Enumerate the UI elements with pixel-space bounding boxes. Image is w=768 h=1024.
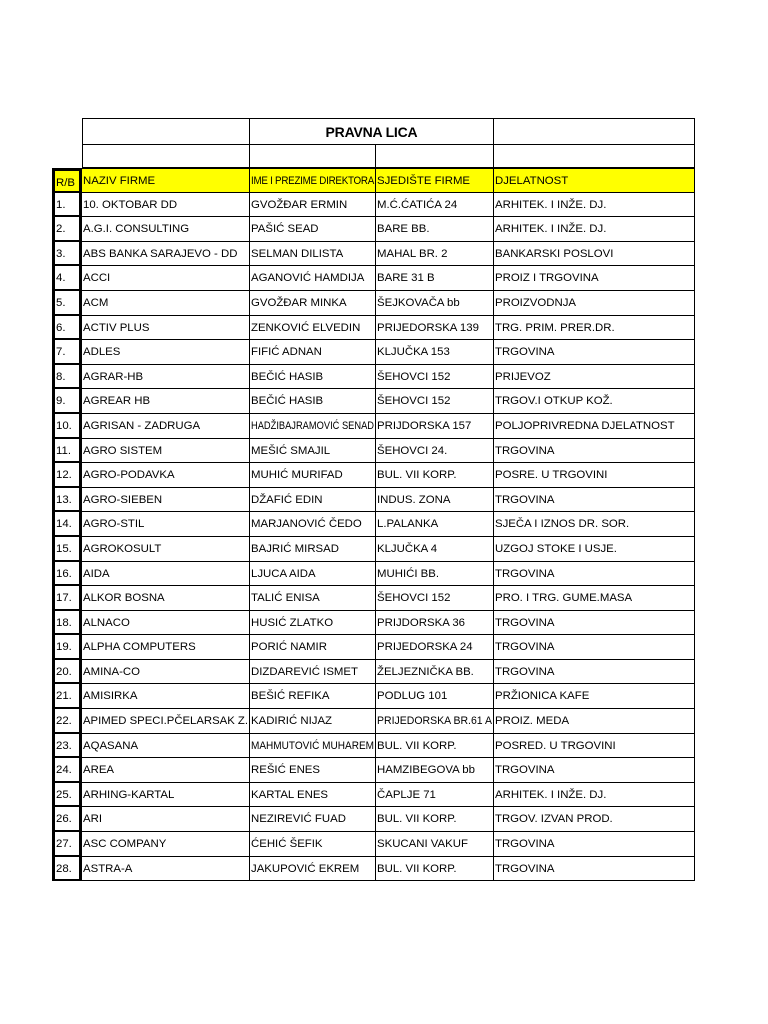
table-row: [52, 537, 695, 562]
director-cell[interactable]: DIZDAREVIĆ ISMET: [250, 660, 376, 685]
rb-cell[interactable]: 19.: [52, 635, 82, 660]
rb-cell[interactable]: 28.: [52, 857, 82, 882]
table-row: [52, 414, 695, 439]
firm-name-cell[interactable]: AGRO SISTEM: [82, 439, 250, 464]
director-cell[interactable]: NEZIREVIĆ FUAD: [250, 807, 376, 832]
header-row: [52, 168, 695, 193]
firm-name-cell[interactable]: ARI: [82, 807, 250, 832]
director-cell[interactable]: DŽAFIĆ EDIN: [250, 488, 376, 513]
firm-name-cell[interactable]: AMISIRKA: [82, 684, 250, 709]
table-row: [52, 684, 695, 709]
table-row: [52, 488, 695, 513]
table-row: [52, 758, 695, 783]
seat-cell[interactable]: BARE 31 B: [376, 266, 494, 291]
director-cell[interactable]: MUHIĆ MURIFAD: [250, 463, 376, 488]
activity-cell[interactable]: POSRE. U TRGOVINI: [494, 463, 695, 488]
activity-cell[interactable]: TRGOVINA: [494, 758, 695, 783]
table-row: [52, 660, 695, 685]
firm-name-cell[interactable]: AGRO-STIL: [82, 512, 250, 537]
seat-cell[interactable]: M.Ć.ĆATIĆA 24: [376, 193, 494, 218]
table-row: [52, 439, 695, 464]
table-row: [52, 635, 695, 660]
director-cell[interactable]: BEČIĆ HASIB: [250, 389, 376, 414]
rb-cell[interactable]: 7.: [52, 340, 82, 365]
activity-cell[interactable]: TRGOV. IZVAN PROD.: [494, 807, 695, 832]
rb-cell[interactable]: 1.: [52, 193, 82, 218]
table-row: [52, 586, 695, 611]
firm-name-cell[interactable]: 10. OKTOBAR DD: [82, 193, 250, 218]
activity-cell[interactable]: PROIZ. MEDA: [494, 709, 695, 734]
rb-cell[interactable]: 5.: [52, 291, 82, 316]
seat-cell[interactable]: BUL. VII KORP.: [376, 463, 494, 488]
activity-cell[interactable]: TRG. PRIM. PRER.DR.: [494, 316, 695, 341]
empty-cell[interactable]: [250, 145, 376, 168]
activity-cell[interactable]: TRGOVINA: [494, 439, 695, 464]
seat-cell[interactable]: MUHIĆI BB.: [376, 562, 494, 587]
spreadsheet: [52, 118, 695, 881]
table-row: [52, 512, 695, 537]
firm-name-cell[interactable]: ALPHA COMPUTERS: [82, 635, 250, 660]
seat-cell[interactable]: BUL. VII KORP.: [376, 857, 494, 882]
empty-cell[interactable]: [494, 145, 695, 168]
seat-cell[interactable]: INDUS. ZONA: [376, 488, 494, 513]
activity-cell[interactable]: TRGOVINA: [494, 635, 695, 660]
activity-cell[interactable]: TRGOVINA: [494, 660, 695, 685]
rb-cell[interactable]: 14.: [52, 512, 82, 537]
activity-cell[interactable]: TRGOVINA: [494, 611, 695, 636]
firm-name-cell[interactable]: ACTIV PLUS: [82, 316, 250, 341]
rb-cell[interactable]: 10.: [52, 414, 82, 439]
rb-cell[interactable]: 18.: [52, 611, 82, 636]
firm-name-cell[interactable]: AGRO-PODAVKA: [82, 463, 250, 488]
seat-cell[interactable]: MAHAL BR. 2: [376, 242, 494, 267]
table-row: [52, 193, 695, 218]
activity-cell[interactable]: SJEČA I IZNOS DR. SOR.: [494, 512, 695, 537]
director-cell[interactable]: LJUCA AIDA: [250, 562, 376, 587]
rb-cell[interactable]: 27.: [52, 832, 82, 857]
director-cell[interactable]: SELMAN DILISTA: [250, 242, 376, 267]
firm-name-cell[interactable]: ASC COMPANY: [82, 832, 250, 857]
header-cell-djelatnost[interactable]: DJELATNOST: [494, 168, 695, 193]
empty-cell[interactable]: [82, 118, 250, 145]
activity-cell[interactable]: POSRED. U TRGOVINI: [494, 734, 695, 759]
director-cell[interactable]: BEŠIĆ REFIKA: [250, 684, 376, 709]
director-cell[interactable]: AGANOVIĆ HAMDIJA: [250, 266, 376, 291]
header-cell-sjediste[interactable]: SJEDIŠTE FIRME: [376, 168, 494, 193]
table-row: [52, 611, 695, 636]
table-row: [52, 316, 695, 341]
rb-cell[interactable]: 25.: [52, 783, 82, 808]
seat-cell[interactable]: ŠEJKOVAČA bb: [376, 291, 494, 316]
firm-name-cell[interactable]: AREA: [82, 758, 250, 783]
seat-cell[interactable]: ŠEHOVCI 152: [376, 365, 494, 390]
seat-cell[interactable]: KLJUČKA 153: [376, 340, 494, 365]
table-row: [52, 562, 695, 587]
director-cell[interactable]: HADŽIBAJRAMOVIĆ SENAD: [250, 414, 376, 439]
activity-cell[interactable]: PROIZ I TRGOVINA: [494, 266, 695, 291]
activity-cell[interactable]: TRGOVINA: [494, 857, 695, 882]
rb-cell[interactable]: 3.: [52, 242, 82, 267]
director-cell[interactable]: HUSIĆ ZLATKO: [250, 611, 376, 636]
director-cell[interactable]: KADIRIĆ NIJAZ: [250, 709, 376, 734]
empty-cell[interactable]: [376, 145, 494, 168]
blank-row: [52, 145, 695, 168]
seat-cell[interactable]: ŠEHOVCI 152: [376, 389, 494, 414]
activity-cell[interactable]: POLJOPRIVREDNA DJELATNOST: [494, 414, 695, 439]
rb-cell[interactable]: 16.: [52, 562, 82, 587]
firm-name-cell[interactable]: ACM: [82, 291, 250, 316]
firm-name-cell[interactable]: ALKOR BOSNA: [82, 586, 250, 611]
table-row: [52, 857, 695, 882]
table-row: [52, 266, 695, 291]
rb-cell[interactable]: 23.: [52, 734, 82, 759]
firm-name-cell[interactable]: AIDA: [82, 562, 250, 587]
seat-cell[interactable]: BUL. VII KORP.: [376, 734, 494, 759]
firm-name-cell[interactable]: ACCI: [82, 266, 250, 291]
rb-cell[interactable]: 20.: [52, 660, 82, 685]
firm-name-cell[interactable]: ABS BANKA SARAJEVO - DD: [82, 242, 250, 267]
firm-name-cell[interactable]: AMINA-CO: [82, 660, 250, 685]
rb-cell[interactable]: 13.: [52, 488, 82, 513]
activity-cell[interactable]: ARHITEK. I INŽE. DJ.: [494, 783, 695, 808]
firm-name-cell[interactable]: A.G.I. CONSULTING: [82, 217, 250, 242]
director-cell[interactable]: BAJRIĆ MIRSAD: [250, 537, 376, 562]
director-cell[interactable]: GVOŽĐAR ERMIN: [250, 193, 376, 218]
seat-cell[interactable]: PRIJEDORSKA BR.61 A: [376, 709, 494, 734]
rb-cell[interactable]: 9.: [52, 389, 82, 414]
rb-cell[interactable]: 22.: [52, 709, 82, 734]
empty-cell: [52, 118, 82, 145]
rb-cell[interactable]: 4.: [52, 266, 82, 291]
empty-cell[interactable]: [494, 118, 695, 145]
activity-cell[interactable]: TRGOVINA: [494, 340, 695, 365]
seat-cell[interactable]: PRIJEDORSKA 24: [376, 635, 494, 660]
rb-cell[interactable]: 24.: [52, 758, 82, 783]
rb-cell[interactable]: 15.: [52, 537, 82, 562]
firm-name-cell[interactable]: AGRISAN - ZADRUGA: [82, 414, 250, 439]
seat-cell[interactable]: PRIJDORSKA 36: [376, 611, 494, 636]
director-cell[interactable]: REŠIĆ ENES: [250, 758, 376, 783]
table-row: [52, 463, 695, 488]
firm-name-cell[interactable]: ASTRA-A: [82, 857, 250, 882]
table-row: [52, 709, 695, 734]
table-body: [52, 193, 695, 882]
firm-name-cell[interactable]: AGROKOSULT: [82, 537, 250, 562]
firm-name-cell[interactable]: AGRAR-HB: [82, 365, 250, 390]
rb-cell[interactable]: 6.: [52, 316, 82, 341]
table-row: [52, 783, 695, 808]
activity-cell[interactable]: TRGOVINA: [494, 562, 695, 587]
table-row: [52, 291, 695, 316]
activity-cell[interactable]: PRO. I TRG. GUME.MASA: [494, 586, 695, 611]
rb-cell[interactable]: 11.: [52, 439, 82, 464]
activity-cell[interactable]: TRGOVINA: [494, 832, 695, 857]
seat-cell[interactable]: HAMZIBEGOVA bb: [376, 758, 494, 783]
rb-cell[interactable]: 17.: [52, 586, 82, 611]
seat-cell[interactable]: PRIJDORSKA 157: [376, 414, 494, 439]
table-row: [52, 365, 695, 390]
seat-cell[interactable]: SKUCANI VAKUF: [376, 832, 494, 857]
seat-cell[interactable]: ŠEHOVCI 24.: [376, 439, 494, 464]
table-row: [52, 242, 695, 267]
seat-cell[interactable]: ČAPLJE 71: [376, 783, 494, 808]
rb-cell[interactable]: 12.: [52, 463, 82, 488]
director-cell[interactable]: JAKUPOVIĆ EKREM: [250, 857, 376, 882]
seat-cell[interactable]: ŠEHOVCI 152: [376, 586, 494, 611]
empty-cell: [52, 145, 82, 168]
activity-cell[interactable]: TRGOVINA: [494, 488, 695, 513]
firm-name-cell[interactable]: ALNACO: [82, 611, 250, 636]
header-cell-direktor[interactable]: IME I PREZIME DIREKTORA: [250, 168, 376, 193]
director-cell[interactable]: MAHMUTOVIĆ MUHAREM: [250, 734, 376, 759]
title-row: [52, 118, 695, 145]
activity-cell[interactable]: PRŽIONICA KAFE: [494, 684, 695, 709]
director-cell[interactable]: FIFIĆ ADNAN: [250, 340, 376, 365]
seat-cell[interactable]: PRIJEDORSKA 139: [376, 316, 494, 341]
rb-cell[interactable]: 8.: [52, 365, 82, 390]
activity-cell[interactable]: ARHITEK. I INŽE. DJ.: [494, 193, 695, 218]
empty-cell[interactable]: [82, 145, 250, 168]
director-cell[interactable]: TALIĆ ENISA: [250, 586, 376, 611]
table-row: [52, 389, 695, 414]
director-cell[interactable]: BEČIĆ HASIB: [250, 365, 376, 390]
firm-name-cell[interactable]: APIMED SPECI.PČELARSAK Z.: [82, 709, 250, 734]
activity-cell[interactable]: BANKARSKI POSLOVI: [494, 242, 695, 267]
seat-cell[interactable]: BARE BB.: [376, 217, 494, 242]
rb-cell[interactable]: 2.: [52, 217, 82, 242]
firm-name-cell[interactable]: ARHING-KARTAL: [82, 783, 250, 808]
seat-cell[interactable]: BUL. VII KORP.: [376, 807, 494, 832]
seat-cell[interactable]: KLJUČKA 4: [376, 537, 494, 562]
seat-cell[interactable]: ŽELJEZNIČKA BB.: [376, 660, 494, 685]
director-cell[interactable]: ZENKOVIĆ ELVEDIN: [250, 316, 376, 341]
header-cell-rb[interactable]: R/B: [52, 168, 82, 193]
firm-name-cell[interactable]: AQASANA: [82, 734, 250, 759]
table-row: [52, 340, 695, 365]
firm-name-cell[interactable]: ADLES: [82, 340, 250, 365]
director-cell[interactable]: MARJANOVIĆ ČEDO: [250, 512, 376, 537]
header-cell-naziv-firme[interactable]: NAZIV FIRME: [82, 168, 250, 193]
activity-cell[interactable]: UZGOJ STOKE I USJE.: [494, 537, 695, 562]
director-cell[interactable]: ĆEHIĆ ŠEFIK: [250, 832, 376, 857]
activity-cell[interactable]: ARHITEK. I INŽE. DJ.: [494, 217, 695, 242]
activity-cell[interactable]: TRGOV.I OTKUP KOŽ.: [494, 389, 695, 414]
firm-name-cell[interactable]: AGREAR HB: [82, 389, 250, 414]
activity-cell[interactable]: PROIZVODNJA: [494, 291, 695, 316]
director-cell[interactable]: KARTAL ENES: [250, 783, 376, 808]
table-row: [52, 807, 695, 832]
activity-cell[interactable]: PRIJEVOZ: [494, 365, 695, 390]
table-row: [52, 217, 695, 242]
table-row: [52, 734, 695, 759]
director-cell[interactable]: PORIĆ NAMIR: [250, 635, 376, 660]
director-cell[interactable]: PAŠIĆ SEAD: [250, 217, 376, 242]
seat-cell[interactable]: L.PALANKA: [376, 512, 494, 537]
director-cell[interactable]: GVOŽĐAR MINKA: [250, 291, 376, 316]
table-row: [52, 832, 695, 857]
rb-cell[interactable]: 21.: [52, 684, 82, 709]
rb-cell[interactable]: 26.: [52, 807, 82, 832]
firm-name-cell[interactable]: AGRO-SIEBEN: [82, 488, 250, 513]
sheet-title: PRAVNA LICA: [250, 118, 494, 145]
seat-cell[interactable]: PODLUG 101: [376, 684, 494, 709]
director-cell[interactable]: MEŠIĆ SMAJIL: [250, 439, 376, 464]
